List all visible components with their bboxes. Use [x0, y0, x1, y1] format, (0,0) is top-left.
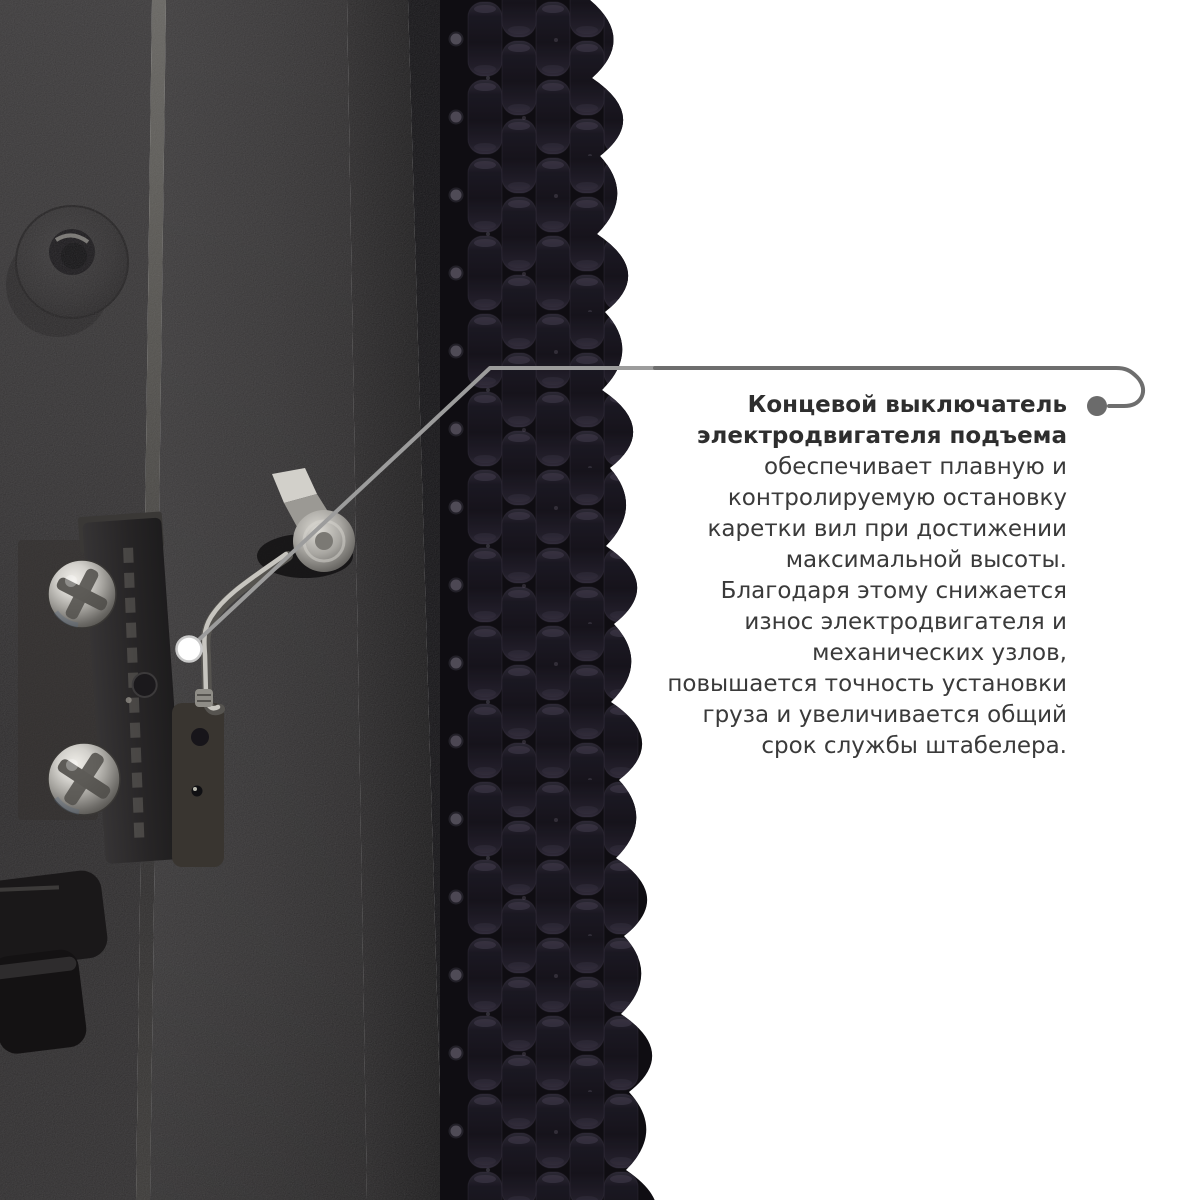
- switch-hole-bottom: [192, 786, 203, 797]
- callout-text-dot: [1087, 396, 1107, 416]
- annotation-body-line: контролируемую остановку: [727, 485, 1067, 511]
- lift-chain: [440, 0, 660, 1200]
- annotation-title-line-1: Концевой выключатель: [747, 392, 1067, 418]
- switch-rivet: [132, 672, 158, 698]
- switch-head-block: [172, 703, 224, 867]
- annotation-body-line: каретки вил при достижении: [707, 516, 1067, 542]
- annotation-body-line: максимальной высоты.: [785, 547, 1067, 573]
- annotation-title-line-2: электродвигателя подъема: [696, 423, 1067, 449]
- annotation-body-line: груза и увеличивается общий: [702, 702, 1067, 728]
- annotation-body-line: износ электродвигателя и: [744, 609, 1067, 635]
- annotation-body-line: обеспечивает плавную и: [764, 454, 1067, 480]
- annotation-body-line: механических узлов,: [812, 640, 1067, 666]
- annotation-block: [667, 390, 1067, 762]
- annotation-body-line: повышается точность установки: [667, 671, 1067, 697]
- switch-hole-top: [191, 728, 209, 746]
- annotation-body-line: Благодаря этому снижается: [720, 578, 1067, 604]
- annotation-body-line: срок службы штабелера.: [761, 733, 1067, 759]
- switch-plunger: [195, 689, 213, 707]
